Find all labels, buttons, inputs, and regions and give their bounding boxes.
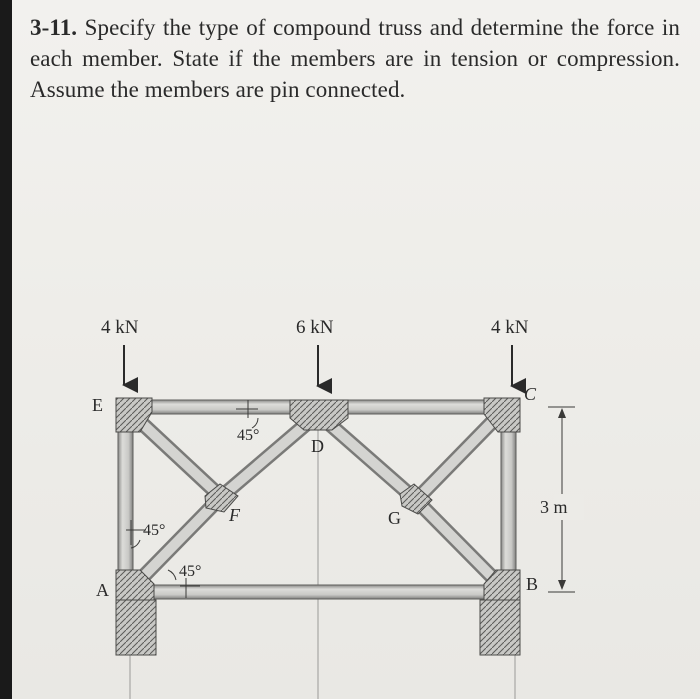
joint-label-E: E [92,395,103,415]
angle-label-top: 45° [237,427,260,444]
load-label-middle: 6 kN [296,317,334,338]
joint-label-A: A [96,580,109,600]
dimension-label: 3 m [540,497,568,517]
angle-label-left: 45° [143,522,166,539]
joint-label-G: G [388,508,401,528]
problem-number: 3-11. [30,15,78,40]
member-bottom-chord [135,585,505,599]
joint-label-F: F [229,505,240,525]
support-column-B [480,600,520,655]
loads [101,317,529,386]
member-CB [501,410,516,585]
dimension-3m [540,407,584,592]
joint-label-C: C [524,384,537,404]
load-label-left: 4 kN [101,317,139,338]
member-EA [118,410,133,585]
joint-label-B: B [526,574,539,594]
support-column-A [116,600,156,655]
angle-label-bottom: 45° [179,563,202,580]
problem-text: Specify the type of compound truss and determine the force in each member. State if the members are in tension or compression. Assume the members are pin connected. [30,15,680,102]
load-label-right: 4 kN [491,317,529,338]
joint-label-D: D [311,436,324,456]
